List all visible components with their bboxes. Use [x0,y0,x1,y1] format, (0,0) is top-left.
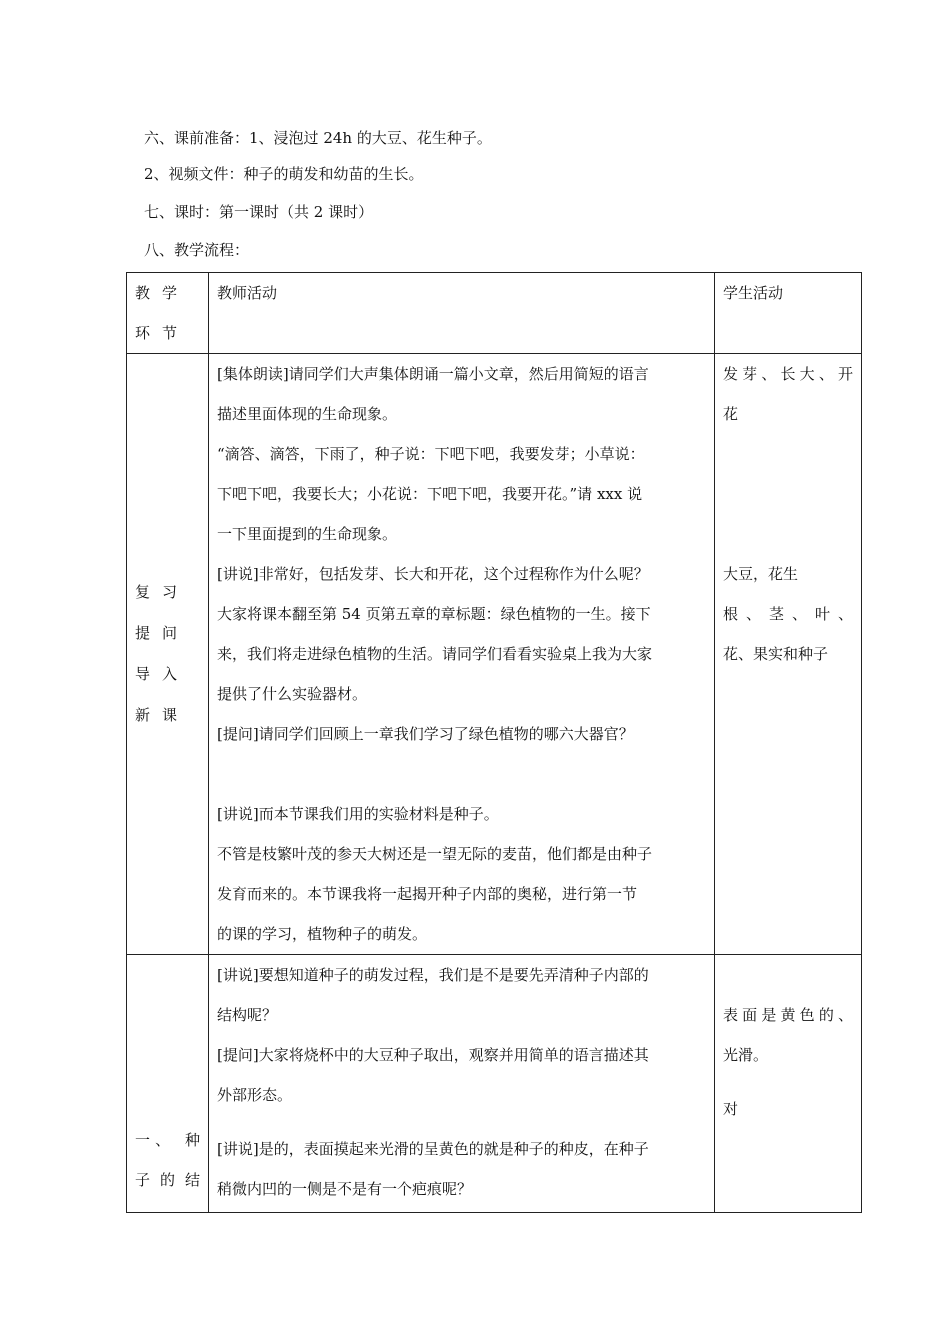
period-line: 七、课时：第一课时（共 2 课时） [144,203,374,221]
table-row [127,955,862,1213]
teacher-line: 描述里面体现的生命现象。 [217,405,398,423]
teacher-line: 大家将课本翻至第 54 页第五章的章标题：绿色植物的一生。接下 [217,605,651,623]
stage-text-line: 一、 种 [135,1131,200,1149]
teacher-line: 外部形态。 [217,1086,293,1104]
stage-cell [127,955,209,1213]
teacher-line: 结构呢？ [217,1006,278,1024]
header-stage [127,273,209,354]
header-student-text: 学生活动 [723,284,784,302]
teacher-line: 稍微内凹的一侧是不是有一个疤痕呢？ [217,1180,473,1198]
teacher-line: 提供了什么实验器材。 [217,685,368,703]
teacher-line: [讲说]是的，表面摸起来光滑的呈黄色的就是种子的种皮，在种子 [217,1140,649,1158]
teacher-line: [提问]请同学们回顾上一章我们学习了绿色植物的哪六大器官？ [217,725,634,743]
header-stage-text: 教学环节 [135,284,190,342]
student-answer: 发芽、长大、开 [723,365,853,383]
table-header-row [127,273,862,354]
student-answer: 光滑。 [723,1046,769,1064]
stage-text-line: 子的结 [135,1171,200,1189]
teacher-cell [209,354,715,955]
table-row [127,354,862,955]
teacher-line: 的课的学习，植物种子的萌发。 [217,925,428,943]
header-teacher-text: 教师活动 [217,284,278,302]
student-answer: 大豆，花生 [723,565,799,583]
student-answer: 表面是黄色的、 [723,1006,853,1024]
header-teacher [209,273,715,354]
teacher-line: [讲说]要想知道种子的萌发过程，我们是不是要先弄清种子内部的 [217,966,649,984]
stage-text: 复习提问导入新课 [135,583,190,724]
teacher-line: 发育而来的。本节课我将一起揭开种子内部的奥秘，进行第一节 [217,885,638,903]
stage-cell [127,354,209,955]
student-answer: 对 [723,1100,739,1118]
student-answer: 根、茎、叶、 [723,605,853,623]
teacher-line: [提问]大家将烧杯中的大豆种子取出，观察并用简单的语言描述其 [217,1046,649,1064]
teacher-line: “滴答、滴答，下雨了，种子说：下吧下吧，我要发芽；小草说： [217,445,645,463]
teacher-cell [209,955,715,1213]
student-answer: 花 [723,405,739,423]
video-line: 2、视频文件：种子的萌发和幼苗的生长。 [144,165,424,183]
teacher-line: [讲说]而本节课我们用的实验材料是种子。 [217,805,499,823]
student-cell [715,354,862,955]
teacher-line: 一下里面提到的生命现象。 [217,525,398,543]
teacher-line: 不管是枝繁叶茂的参天大树还是一望无际的麦苗，他们都是由种子 [217,845,653,863]
teacher-line: 下吧下吧，我要长大；小花说：下吧下吧，我要开花。”请 xxx 说 [217,485,643,503]
teacher-line: [集体朗读]请同学们大声集体朗诵一篇小文章，然后用简短的语言 [217,365,649,383]
student-cell [715,955,862,1213]
header-student [715,273,862,354]
teacher-line: 来，我们将走进绿色植物的生活。请同学们看看实验桌上我为大家 [217,645,653,663]
teacher-line: [讲说]非常好，包括发芽、长大和开花，这个过程称作为什么呢？ [217,565,649,583]
student-answer: 花、果实和种子 [723,645,829,663]
lesson-flow-table [126,272,862,1213]
flow-heading: 八、教学流程： [144,241,250,259]
prep-line: 六、课前准备：1、浸泡过 24h 的大豆、花生种子。 [144,129,492,147]
